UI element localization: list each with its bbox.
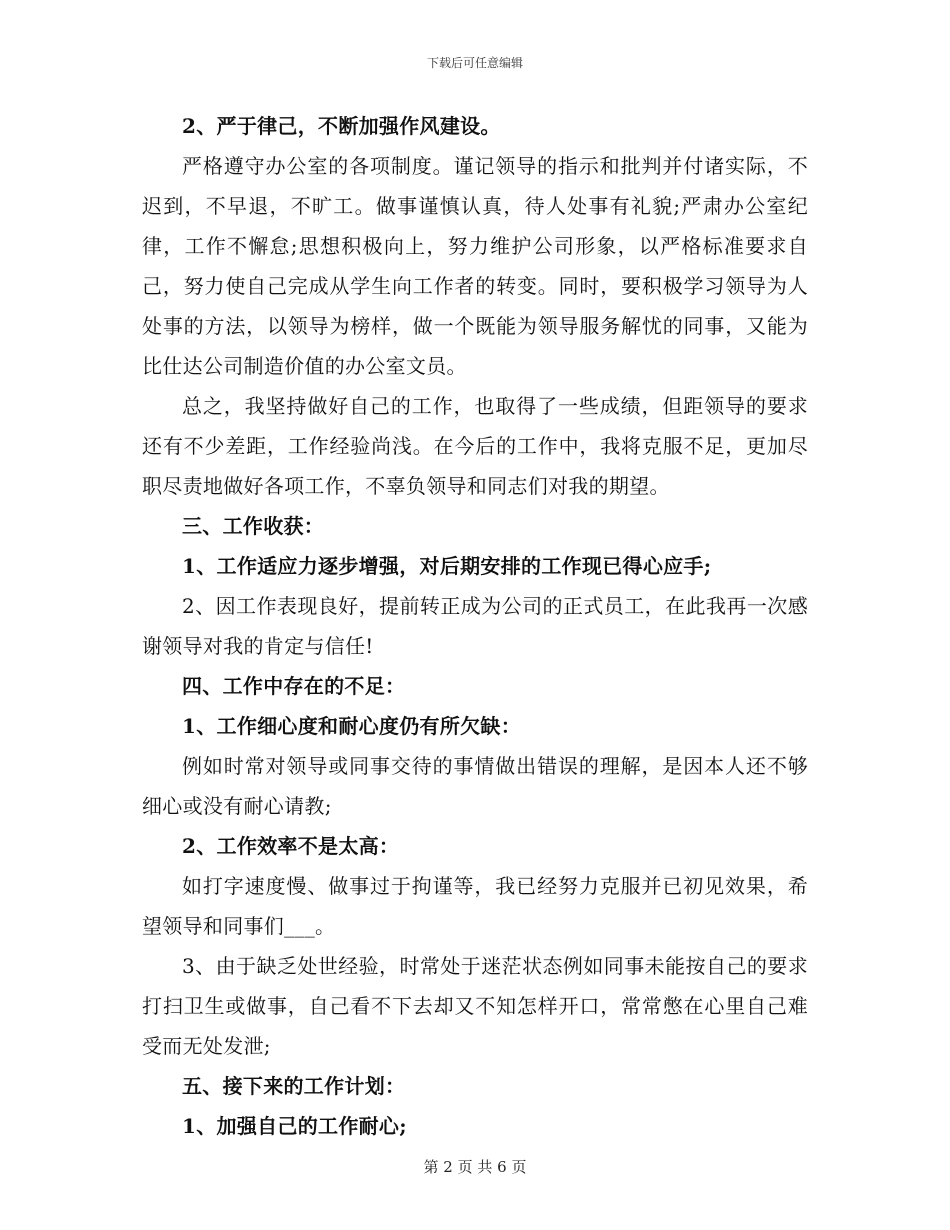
heading-shortcomings: 四、工作中存在的不足：	[182, 674, 406, 698]
paragraph-shortcoming-efficiency: 如打字速度慢、做事过于拘谨等，我已经努力克服并已初见效果，希望领导和同事们___。	[142, 874, 808, 938]
heading-shortcoming-efficiency: 2、工作效率不是太高：	[182, 834, 400, 858]
heading-plan-patience: 1、加强自己的工作耐心;	[182, 1114, 407, 1138]
document-body	[142, 106, 808, 1146]
paragraph-shortcoming-experience: 3、由于缺乏处世经验，时常处于迷茫状态例如同事未能按自己的要求打扫卫生或做事，自己看不下去却又不知怎样开口，常常憋在心里自己难受而无处发泄;	[142, 954, 808, 1058]
page-header: 下载后可任意编辑	[426, 56, 523, 70]
heading-shortcoming-care: 1、工作细心度和耐心度仍有所欠缺：	[182, 714, 522, 738]
page-footer: 第 2 页 共 6 页	[423, 1158, 527, 1176]
paragraph-gain-promotion: 2、因工作表现良好，提前转正成为公司的正式员工，在此我再一次感谢领导对我的肯定与信任!	[142, 594, 808, 658]
paragraph-shortcoming-care: 例如时常对领导或同事交待的事情做出错误的理解，是因本人还不够细心或没有耐心请教;	[142, 754, 808, 818]
heading-next-plan: 五、接下来的工作计划：	[182, 1074, 406, 1098]
paragraph-summary: 总之，我坚持做好自己的工作，也取得了一些成绩，但距领导的要求还有不少差距，工作经验尚浅。在今后的工作中，我将克服不足，更加尽职尽责地做好各项工作，不辜负领导和同志们对我的期望。	[142, 394, 808, 498]
heading-discipline: 2、严于律己，不断加强作风建设。	[182, 114, 501, 138]
heading-gains: 三、工作收获：	[182, 514, 325, 538]
heading-gain-adaptability: 1、工作适应力逐步增强，对后期安排的工作现已得心应手;	[182, 554, 712, 578]
paragraph-office-rules: 严格遵守办公室的各项制度。谨记领导的指示和批判并付诸实际，不迟到，不早退，不旷工。做事谨慎认真，待人处事有礼貌;严肃办公室纪律，工作不懈怠;思想积极向上，努力维护公司形象，以严格标准要求自己，努力使自己完成从学生向工作者的转变。同时，要积极学习领导为人处事的方法，以领导为榜样，做一个既能为领导服务解忧的同事，又能为比仕达公司制造价值的办公室文员。	[142, 154, 808, 378]
